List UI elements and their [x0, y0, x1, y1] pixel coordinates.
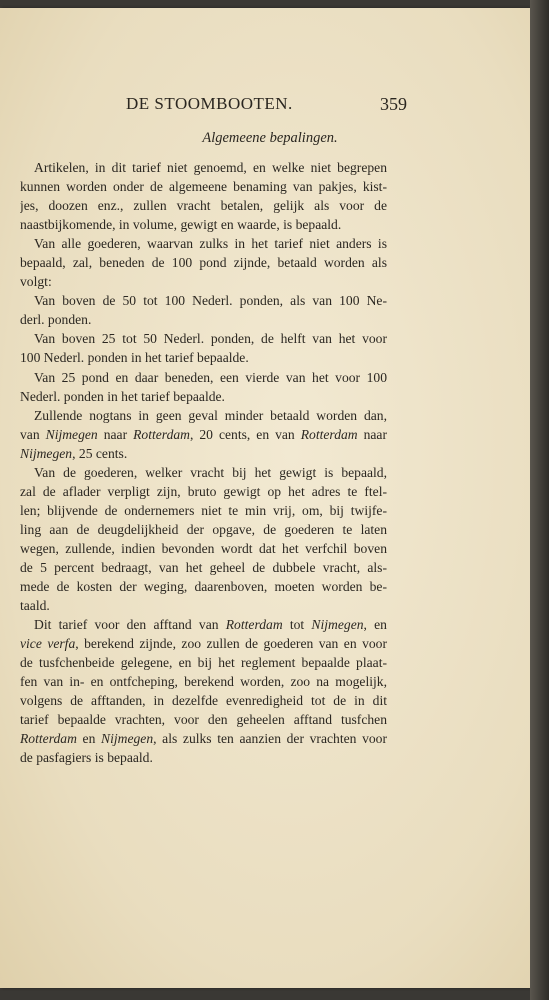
text-run: bepaald, zal, beneden de 100 pond zijnde, betaald worden als: [20, 255, 387, 271]
text-run: naar: [357, 426, 387, 442]
italic-text: Rotterdam: [20, 731, 77, 747]
text-run: de pasfagiers is bepaald.: [20, 750, 153, 766]
text-run: Van boven 25 tot 50 Nederl. ponden, de helft van het voor: [34, 331, 387, 347]
text-run: en: [76, 731, 102, 747]
text-run: volgt:: [20, 274, 52, 290]
text-line: [20, 672, 387, 691]
italic-text: Rotterdam: [300, 426, 358, 442]
text-run: volgens de afftanden, in dezelfde evenredigheid tot de in dit: [20, 693, 387, 709]
text-line: [20, 482, 387, 501]
text-line: [20, 272, 387, 291]
text-line: [20, 577, 387, 596]
text-line: [20, 729, 387, 748]
text-run: tarief bepaalde vrachten, voor den geheelen afftand tusfchen: [20, 712, 387, 728]
italic-text: Rotterdam: [133, 426, 190, 442]
text-line: [20, 215, 387, 234]
text-line: [20, 310, 387, 329]
text-run: naar: [97, 426, 134, 442]
body-text: [20, 158, 387, 768]
text-line: [20, 196, 387, 215]
text-run: , als zulks ten aanzien der vrachten voor: [153, 731, 387, 747]
text-run: Dit tarief voor den afftand van: [34, 617, 226, 633]
text-run: Artikelen, in dit tarief niet genoemd, en welke niet begrepen: [34, 160, 387, 175]
text-run: , 20 cents, en van: [190, 426, 301, 442]
text-line: [20, 501, 387, 520]
text-line: [20, 710, 387, 729]
text-line: [20, 444, 387, 463]
text-line: [20, 615, 387, 634]
text-line: [20, 158, 387, 177]
text-run: Van alle goederen, waarvan zulks in het tarief niet anders is: [34, 236, 387, 252]
page-number: 359: [380, 94, 407, 114]
text-line: [20, 691, 387, 710]
text-run: jes, doozen enz., zullen vracht betalen, gelijk als voor de: [20, 198, 387, 214]
text-run: tot: [282, 617, 312, 633]
italic-text: Nijmegen: [45, 426, 98, 442]
text-run: kunnen worden onder de algemeene benaming van pakjes, kist-: [20, 179, 387, 195]
text-line: [20, 596, 387, 615]
running-title: DE STOOMBOOTEN.: [126, 94, 293, 113]
text-line: [20, 291, 387, 310]
italic-text: Nijmegen: [101, 731, 154, 747]
text-run: Van 25 pond en daar beneden, een vierde van het voor 100: [34, 369, 387, 385]
text-line: [20, 748, 387, 767]
text-run: naastbijkomende, in volume, gewigt en waarde, is bepaald.: [20, 217, 342, 233]
italic-text: Nijmegen: [20, 445, 73, 461]
text-run: fen van in- en ontfcheping, berekend worden, zoo na mogelijk,: [20, 674, 387, 690]
text-line: [20, 653, 387, 672]
section-heading: Algemeene bepalingen.: [202, 130, 338, 146]
text-run: zal de aflader verpligt zijn, bruto gewigt op het adres te ftel-: [20, 483, 387, 499]
text-run: wegen, zullende, indien bevonden wordt dat het verfchil boven: [20, 540, 387, 556]
text-run: Van boven de 50 tot 100 Nederl. ponden, als van 100 Ne-: [34, 293, 387, 309]
book-page: [0, 8, 530, 988]
text-line: [20, 234, 387, 253]
text-run: len; blijvende de ondernemers niet te min vrij, om, bij twijfe-: [20, 502, 387, 518]
text-run: taald.: [20, 598, 50, 614]
text-line: [20, 425, 387, 444]
text-line: [20, 558, 387, 577]
text-run: van: [20, 426, 46, 442]
text-run: Van de goederen, welker vracht bij het gewigt is bepaald,: [34, 464, 387, 480]
text-line: [20, 406, 387, 425]
italic-text: Nijmegen: [311, 617, 364, 633]
text-run: derl. ponden.: [20, 312, 92, 328]
text-run: , en: [363, 617, 387, 633]
page-header: [0, 90, 530, 120]
text-line: [20, 539, 387, 558]
text-run: de 5 percent bedraagt, van het geheel de dubbele vracht, als-: [20, 559, 387, 575]
italic-text: vice verfa: [20, 636, 76, 652]
text-line: [20, 634, 387, 653]
text-run: mede de kosten der weging, daarenboven, moeten worden be-: [20, 579, 387, 595]
text-line: [20, 253, 387, 272]
text-line: [20, 348, 387, 367]
text-run: de tusfchenbeide gelegene, en bij het reglement bepaalde plaat-: [20, 655, 387, 671]
text-run: , 25 cents.: [72, 445, 128, 461]
text-line: [20, 463, 387, 482]
text-run: Nederl. ponden in het tarief bepaalde.: [20, 388, 225, 404]
text-line: [20, 368, 387, 387]
text-run: ling aan de deugdelijkheid der opgave, de goederen te laten: [20, 521, 387, 537]
text-run: Zullende nogtans in geen geval minder betaald worden dan,: [34, 407, 387, 423]
text-line: [20, 329, 387, 348]
text-line: [20, 177, 387, 196]
text-run: 100 Nederl. ponden in het tarief bepaalde.: [20, 350, 249, 366]
italic-text: Rotterdam: [225, 617, 283, 633]
text-run: , berekend zijnde, zoo zullen de goederen van en voor: [75, 636, 387, 652]
text-line: [20, 520, 387, 539]
page-edge: [530, 0, 549, 1000]
text-line: [20, 387, 387, 406]
